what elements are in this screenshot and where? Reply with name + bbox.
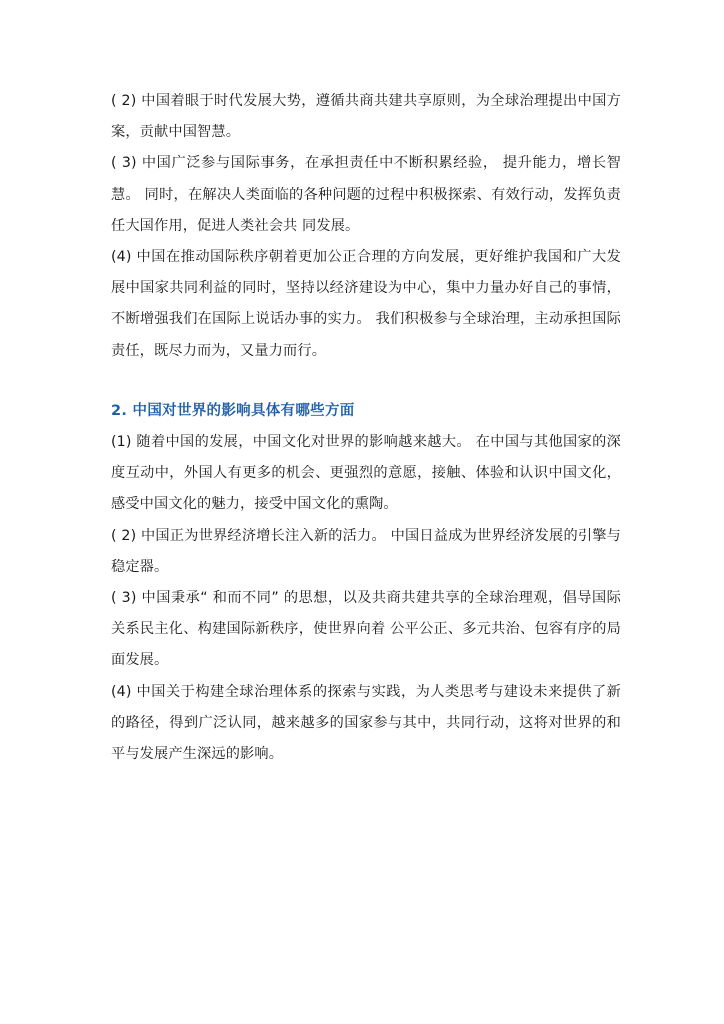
paragraph-s2-2: ( 2) 中国正为世界经济增长注入新的活力。 中国日益成为世界经济发展的引擎与稳定器。 <box>111 527 621 575</box>
document-body <box>111 86 621 770</box>
paragraph-s2-1: (1) 随着中国的发展，中国文化对世界的影响越来越大。 在中国与其他国家的深度互动中，外国人有更多的机会、更强烈的意愿，接触、体验和认识中国文化，感受中国文化的魅力，接受中国文化的熏陶。 <box>111 434 621 513</box>
paragraph-s1-3: ( 3) 中国广泛参与国际事务，在承担责任中不断积累经验， 提升能力，增长智慧。 同时，在解决人类面临的各种问题的过程中积极探索、有效行动，发挥负责任大国作用，促进人类社会共 同发展。 <box>111 155 621 234</box>
paragraph-s1-4: (4) 中国在推动国际秩序朝着更加公正合理的方向发展，更好维护我国和广大发展中国家共同利益的同时，坚持以经济建设为中心，集中力量办好自己的事情，不断增强我们在国际上说话办事的实力。 我们积极参与全球治理，主动承担国际责任，既尽力而为，又量力而行。 <box>111 249 621 359</box>
section-spacer <box>111 367 621 396</box>
section-heading: 2. 中国对世界的影响具体有哪些方面 <box>111 402 355 419</box>
paragraph-s1-2: ( 2) 中国着眼于时代发展大势，遵循共商共建共享原则，为全球治理提出中国方案，贡献中国智慧。 <box>111 93 621 141</box>
paragraph-s2-3: ( 3) 中国秉承“ 和而不同” 的思想，以及共商共建共享的全球治理观，倡导国际关系民主化、构建国际新秩序，使世界向着 公平公正、多元共治、包容有序的局面发展。 <box>111 590 621 669</box>
paragraph-s2-4: (4) 中国关于构建全球治理体系的探索与实践，为人类思考与建设未来提供了新的路径，得到广泛认同，越来越多的国家参与其中，共同行动，这将对世界的和平与发展产生深远的影响。 <box>111 683 621 763</box>
